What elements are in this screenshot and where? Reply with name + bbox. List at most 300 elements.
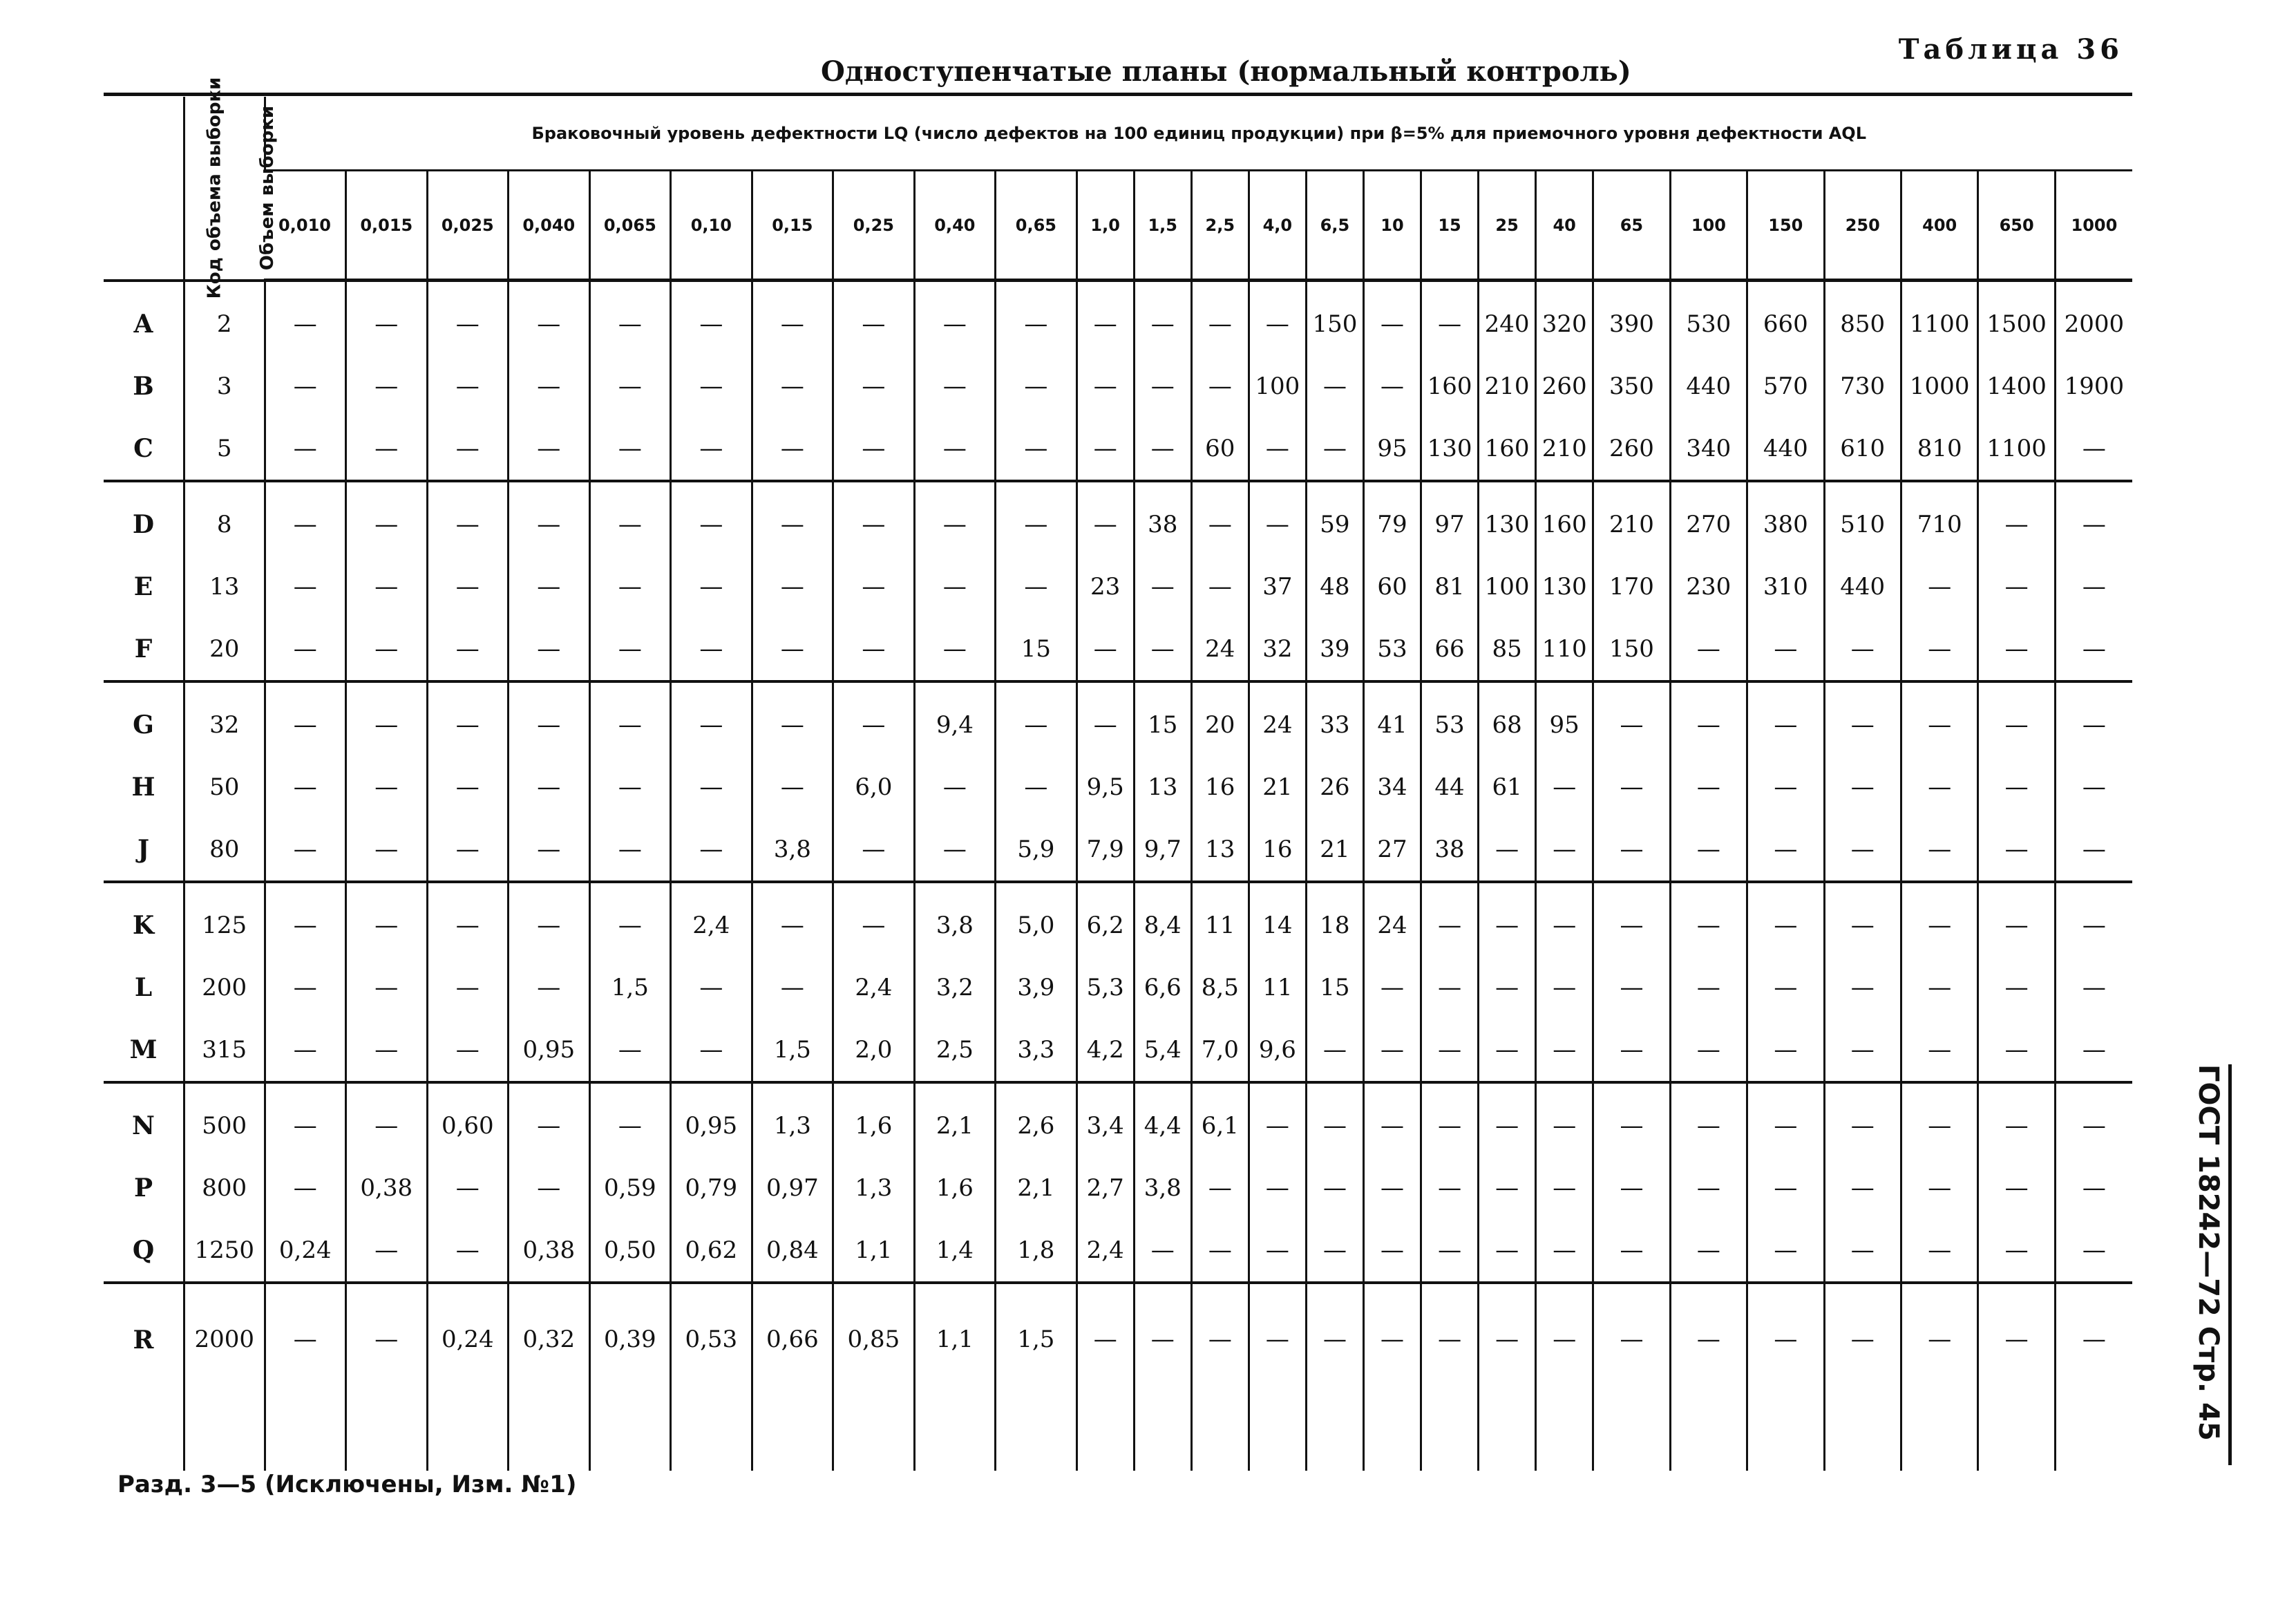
lq-value-cell: — <box>1134 355 1191 417</box>
lq-value-cell: — <box>1536 882 1593 957</box>
sample-size-cell: 125 <box>184 882 265 957</box>
sample-code-cell: N <box>104 1082 184 1157</box>
lq-value-cell: — <box>1901 618 1977 681</box>
sample-size-cell: 3 <box>184 355 265 417</box>
header-aql-level: 0,040 <box>509 171 590 281</box>
sample-code-cell: P <box>133 1174 153 1203</box>
header-aql-level: 150 <box>1747 171 1824 281</box>
lq-value-cell: — <box>1670 1082 1747 1157</box>
lq-value-cell: 37 <box>1249 556 1306 618</box>
lq-value-cell: — <box>752 618 833 681</box>
header-aql-level: 0,65 <box>996 171 1077 281</box>
lq-value-cell: — <box>1536 1219 1593 1283</box>
lq-value-cell: — <box>589 1082 671 1157</box>
lq-value-cell: — <box>1306 417 1363 481</box>
lq-value-cell: 0,62 <box>671 1219 752 1283</box>
lq-value-cell: — <box>1134 1219 1191 1283</box>
lq-value-cell: — <box>1824 618 1901 681</box>
lq-value-cell: — <box>1670 882 1747 957</box>
table-body <box>104 281 2132 1471</box>
lq-value-cell: — <box>509 756 590 818</box>
sample-code-cell: Q <box>132 1236 155 1265</box>
lq-value-cell: — <box>346 957 428 1019</box>
sample-code-cell: B <box>133 372 154 401</box>
lq-value-cell: — <box>996 681 1077 756</box>
lq-value-cell: — <box>1421 957 1479 1019</box>
lq-value-cell: — <box>1824 1019 1901 1082</box>
lq-value-cell: 6,0 <box>833 756 915 818</box>
lq-value-cell: — <box>1824 882 1901 957</box>
lq-value-cell: 1,5 <box>589 957 671 1019</box>
lq-value-cell: — <box>1249 1219 1306 1283</box>
header-aql-level: 650 <box>1978 171 2055 281</box>
lq-value-cell: — <box>265 681 346 756</box>
lq-value-cell: 32 <box>1249 618 1306 681</box>
lq-value-cell: 6,6 <box>1134 957 1191 1019</box>
lq-value-cell: — <box>1536 1157 1593 1219</box>
lq-value-cell: — <box>671 417 752 481</box>
lq-value-cell: — <box>1978 481 2055 556</box>
lq-value-cell: 20 <box>1191 681 1249 756</box>
lq-value-cell: 2,1 <box>996 1157 1077 1219</box>
lq-value-cell: 44 <box>1421 756 1479 818</box>
lq-value-cell: — <box>1747 1082 1824 1157</box>
lq-value-cell: 210 <box>1593 481 1670 556</box>
lq-value-cell: 0,38 <box>346 1157 428 1219</box>
lq-value-cell: — <box>2055 618 2132 681</box>
header-aql-level: 250 <box>1824 171 1901 281</box>
lq-value-cell: 53 <box>1363 618 1421 681</box>
header-aql-level: 1,0 <box>1076 171 1134 281</box>
lq-value-cell: — <box>1824 818 1901 882</box>
lq-value-cell: 3,8 <box>914 882 996 957</box>
lq-value-cell: 41 <box>1363 681 1421 756</box>
lq-value-cell: — <box>1536 1082 1593 1157</box>
lq-value-cell: — <box>1363 1283 1421 1471</box>
lq-value-cell: — <box>265 818 346 882</box>
lq-value-cell: — <box>914 618 996 681</box>
lq-value-cell: 0,38 <box>509 1219 590 1283</box>
lq-value-cell: 5,0 <box>996 882 1077 957</box>
lq-value-cell: — <box>671 1019 752 1082</box>
table-row <box>104 355 2132 417</box>
lq-value-cell: — <box>833 882 915 957</box>
lq-value-cell: — <box>346 618 428 681</box>
lq-value-cell: 27 <box>1363 818 1421 882</box>
lq-value-cell: — <box>1747 681 1824 756</box>
lq-value-cell: — <box>1306 1219 1363 1283</box>
lq-value-cell: — <box>671 281 752 356</box>
header-aql-level: 100 <box>1670 171 1747 281</box>
table-row <box>104 481 2132 556</box>
lq-value-cell: 0,95 <box>509 1019 590 1082</box>
lq-value-cell: — <box>427 481 509 556</box>
lq-value-cell: — <box>1421 1082 1479 1157</box>
lq-value-cell: 15 <box>1306 957 1363 1019</box>
lq-value-cell: 1,1 <box>914 1283 996 1471</box>
lq-value-cell: — <box>833 556 915 618</box>
lq-value-cell: 1,8 <box>996 1219 1077 1283</box>
lq-value-cell: 0,32 <box>509 1283 590 1471</box>
lq-value-cell: 24 <box>1363 882 1421 957</box>
lq-value-cell: — <box>346 882 428 957</box>
lq-value-cell: 5,9 <box>996 818 1077 882</box>
header-code-col <box>104 77 225 299</box>
lq-value-cell: — <box>1670 1283 1747 1471</box>
lq-value-cell: — <box>914 355 996 417</box>
lq-value-cell: 33 <box>1306 681 1363 756</box>
lq-value-cell: 3,8 <box>752 818 833 882</box>
lq-value-cell: 0,60 <box>427 1082 509 1157</box>
lq-value-cell: 8,5 <box>1191 957 1249 1019</box>
lq-value-cell: 510 <box>1824 481 1901 556</box>
lq-value-cell: — <box>1901 882 1977 957</box>
lq-value-cell: 7,9 <box>1076 818 1134 882</box>
lq-value-cell: — <box>2055 1157 2132 1219</box>
header-aql-level: 0,25 <box>833 171 915 281</box>
lq-value-cell: — <box>1536 1019 1593 1082</box>
lq-value-cell: — <box>1421 1019 1479 1082</box>
table-row <box>104 681 2132 756</box>
lq-value-cell: 66 <box>1421 618 1479 681</box>
lq-value-cell: 9,7 <box>1134 818 1191 882</box>
header-aql-level: 1000 <box>2055 171 2132 281</box>
header-aql-level: 15 <box>1421 171 1479 281</box>
lq-value-cell: — <box>2055 957 2132 1019</box>
lq-value-cell: 0,53 <box>671 1283 752 1471</box>
lq-value-cell: — <box>1076 681 1134 756</box>
sample-size-cell: 315 <box>184 1019 265 1082</box>
header-aql-level: 0,40 <box>914 171 996 281</box>
lq-value-cell: — <box>752 681 833 756</box>
lq-value-cell: 2,5 <box>914 1019 996 1082</box>
lq-value-cell: 0,50 <box>589 1219 671 1283</box>
lq-value-cell: 4,4 <box>1134 1082 1191 1157</box>
lq-value-cell: — <box>1901 556 1977 618</box>
footer-note: Разд. 3—5 (Исключены, Изм. №1) <box>117 1471 577 1498</box>
lq-value-cell: — <box>1593 1082 1670 1157</box>
lq-value-cell: — <box>2055 1019 2132 1082</box>
lq-value-cell: — <box>1363 281 1421 356</box>
lq-value-cell: 59 <box>1306 481 1363 556</box>
lq-value-cell: 14 <box>1249 882 1306 957</box>
lq-value-cell: — <box>589 681 671 756</box>
lq-value-cell: — <box>1978 957 2055 1019</box>
lq-value-cell: 53 <box>1421 681 1479 756</box>
lq-value-cell: — <box>346 1283 428 1471</box>
header-aql-level: 10 <box>1363 171 1421 281</box>
lq-value-cell: — <box>671 355 752 417</box>
lq-value-cell: 0,79 <box>671 1157 752 1219</box>
lq-value-cell: — <box>1901 818 1977 882</box>
lq-value-cell: — <box>1076 618 1134 681</box>
lq-value-cell: — <box>265 756 346 818</box>
lq-value-cell: — <box>1134 618 1191 681</box>
lq-value-cell: 0,39 <box>589 1283 671 1471</box>
lq-value-cell: — <box>914 756 996 818</box>
lq-value-cell: — <box>671 481 752 556</box>
lq-value-cell: — <box>1901 957 1977 1019</box>
lq-value-cell: 240 <box>1479 281 1536 356</box>
lq-value-cell: 2000 <box>2055 281 2132 356</box>
header-aql-level: 4,0 <box>1249 171 1306 281</box>
lq-value-cell: 1000 <box>1901 355 1977 417</box>
lq-value-cell: — <box>265 1082 346 1157</box>
lq-value-cell: — <box>996 281 1077 356</box>
lq-value-cell: — <box>589 818 671 882</box>
lq-value-cell: — <box>265 1283 346 1471</box>
lq-value-cell: — <box>1824 681 1901 756</box>
lq-value-cell: — <box>1593 756 1670 818</box>
lq-value-cell: — <box>1593 1157 1670 1219</box>
lq-value-cell: 85 <box>1479 618 1536 681</box>
lq-value-cell: — <box>671 618 752 681</box>
lq-value-cell: 390 <box>1593 281 1670 356</box>
lq-value-cell: — <box>752 281 833 356</box>
lq-value-cell: — <box>1901 1082 1977 1157</box>
lq-value-cell: — <box>1134 556 1191 618</box>
lq-value-cell: — <box>1670 1019 1747 1082</box>
lq-value-cell: 320 <box>1536 281 1593 356</box>
lq-value-cell: — <box>1978 818 2055 882</box>
lq-value-cell: 130 <box>1536 556 1593 618</box>
lq-value-cell: 2,0 <box>833 1019 915 1082</box>
table-row <box>104 1283 2132 1471</box>
table-row <box>104 1019 2132 1082</box>
lq-value-cell: — <box>1670 818 1747 882</box>
lq-value-cell: — <box>1479 1082 1536 1157</box>
lq-value-cell: — <box>1824 756 1901 818</box>
lq-value-cell: — <box>752 556 833 618</box>
lq-value-cell: — <box>1306 1082 1363 1157</box>
lq-value-cell: — <box>346 1082 428 1157</box>
lq-value-cell: — <box>1978 882 2055 957</box>
lq-value-cell: — <box>1593 681 1670 756</box>
lq-value-cell: — <box>1076 281 1134 356</box>
lq-value-cell: — <box>752 481 833 556</box>
table-row <box>104 417 2132 481</box>
lq-value-cell: — <box>427 417 509 481</box>
lq-value-cell: — <box>833 681 915 756</box>
header-aql-level: 0,10 <box>671 171 752 281</box>
header-aql-level: 0,015 <box>346 171 428 281</box>
lq-value-cell: — <box>914 417 996 481</box>
title-rule <box>104 93 2132 96</box>
sample-size-cell: 200 <box>184 957 265 1019</box>
lq-value-cell: — <box>1421 1219 1479 1283</box>
lq-value-cell: — <box>427 1157 509 1219</box>
lq-value-cell: — <box>833 818 915 882</box>
header-row-aql <box>104 171 2132 281</box>
lq-value-cell: — <box>427 756 509 818</box>
lq-value-cell: 13 <box>1191 818 1249 882</box>
lq-value-cell: 0,66 <box>752 1283 833 1471</box>
lq-value-cell: — <box>1249 1157 1306 1219</box>
lq-value-cell: 4,2 <box>1076 1019 1134 1082</box>
lq-value-cell: — <box>265 1157 346 1219</box>
lq-value-cell: — <box>833 618 915 681</box>
lq-value-cell: 810 <box>1901 417 1977 481</box>
lq-value-cell: — <box>1978 1157 2055 1219</box>
lq-value-cell: — <box>2055 818 2132 882</box>
lq-value-cell: — <box>509 882 590 957</box>
lq-value-cell: — <box>833 417 915 481</box>
lq-value-cell: — <box>833 281 915 356</box>
lq-value-cell: 340 <box>1670 417 1747 481</box>
lq-value-cell: 97 <box>1421 481 1479 556</box>
lq-value-cell: — <box>1901 756 1977 818</box>
lq-value-cell: — <box>509 355 590 417</box>
lq-value-cell: — <box>1479 1283 1536 1471</box>
lq-value-cell: 1,6 <box>914 1157 996 1219</box>
lq-value-cell: — <box>427 556 509 618</box>
lq-value-cell: 95 <box>1363 417 1421 481</box>
lq-value-cell: — <box>1421 281 1479 356</box>
lq-value-cell: — <box>509 957 590 1019</box>
lq-value-cell: — <box>509 556 590 618</box>
lq-value-cell: 1100 <box>1901 281 1977 356</box>
header-lq-span: Браковочный уровень дефектности LQ (число дефектов на 100 единиц продукции) при β=5% для приемочного уровня дефектности AQL <box>265 97 2132 171</box>
lq-value-cell: — <box>1191 1157 1249 1219</box>
lq-value-cell: 95 <box>1536 681 1593 756</box>
sample-code-cell: G <box>104 681 184 756</box>
lq-value-cell: — <box>1306 1019 1363 1082</box>
lq-value-cell: — <box>1978 1219 2055 1283</box>
lq-value-cell: 730 <box>1824 355 1901 417</box>
lq-value-cell: — <box>1901 681 1977 756</box>
lq-value-cell: 11 <box>1249 957 1306 1019</box>
sample-code-cell: L <box>134 973 153 1002</box>
lq-value-cell: — <box>509 1157 590 1219</box>
lq-value-cell: — <box>2055 1283 2132 1471</box>
lq-value-cell: — <box>1670 756 1747 818</box>
header-aql-level: 1,5 <box>1134 171 1191 281</box>
lq-value-cell: — <box>509 281 590 356</box>
lq-value-cell: — <box>265 281 346 356</box>
lq-value-cell: — <box>1076 481 1134 556</box>
lq-value-cell: — <box>1249 281 1306 356</box>
lq-value-cell: — <box>265 618 346 681</box>
lq-value-cell: — <box>1191 281 1249 356</box>
lq-value-cell: — <box>1670 618 1747 681</box>
sample-size-cell: 20 <box>184 618 265 681</box>
lq-value-cell: — <box>1978 681 2055 756</box>
lq-value-cell: — <box>509 818 590 882</box>
lq-value-cell: — <box>1479 882 1536 957</box>
lq-value-cell: — <box>1479 957 1536 1019</box>
lq-value-cell: — <box>1076 355 1134 417</box>
sample-size-cell: 500 <box>184 1082 265 1157</box>
lq-value-cell: — <box>1479 1019 1536 1082</box>
lq-value-cell: — <box>1978 1283 2055 1471</box>
header-aql-level: 0,065 <box>589 171 671 281</box>
lq-value-cell: 68 <box>1479 681 1536 756</box>
lq-value-cell: 1,3 <box>752 1082 833 1157</box>
lq-value-cell: — <box>1593 1219 1670 1283</box>
table-row <box>104 1082 2132 1157</box>
lq-value-cell: 170 <box>1593 556 1670 618</box>
lq-value-cell: 39 <box>1306 618 1363 681</box>
lq-value-cell: 160 <box>1479 417 1536 481</box>
lq-value-cell: — <box>1249 481 1306 556</box>
lq-value-cell: — <box>265 355 346 417</box>
lq-value-cell: 15 <box>1134 681 1191 756</box>
lq-value-cell: — <box>1421 1283 1479 1471</box>
header-size-label: Объем выборки <box>257 105 278 270</box>
lq-value-cell: 1,5 <box>752 1019 833 1082</box>
lq-value-cell: — <box>996 355 1077 417</box>
lq-value-cell: 2,6 <box>996 1082 1077 1157</box>
lq-value-cell: 79 <box>1363 481 1421 556</box>
lq-value-cell: — <box>1670 681 1747 756</box>
lq-value-cell: 60 <box>1363 556 1421 618</box>
lq-value-cell: 110 <box>1536 618 1593 681</box>
lq-value-cell: — <box>1363 1219 1421 1283</box>
lq-value-cell: 3,3 <box>996 1019 1077 1082</box>
lq-value-cell: 5,3 <box>1076 957 1134 1019</box>
lq-value-cell: — <box>346 756 428 818</box>
lq-value-cell: — <box>346 681 428 756</box>
lq-value-cell: 660 <box>1747 281 1824 356</box>
lq-value-cell: — <box>1249 1082 1306 1157</box>
sample-code-cell: C <box>133 434 153 463</box>
lq-value-cell: — <box>1191 355 1249 417</box>
lq-value-cell: — <box>1824 1157 1901 1219</box>
lq-value-cell: — <box>1747 618 1824 681</box>
lq-value-cell: — <box>1479 818 1536 882</box>
lq-value-cell: — <box>2055 1219 2132 1283</box>
lq-value-cell: 150 <box>1593 618 1670 681</box>
lq-value-cell: 530 <box>1670 281 1747 356</box>
sample-code-cell: H <box>131 773 155 802</box>
lq-value-cell: 0,95 <box>671 1082 752 1157</box>
lq-value-cell: — <box>1901 1283 1977 1471</box>
lq-value-cell: — <box>914 481 996 556</box>
lq-value-cell: 440 <box>1824 556 1901 618</box>
lq-value-cell: 100 <box>1249 355 1306 417</box>
lq-value-cell: — <box>1134 1283 1191 1471</box>
lq-value-cell: — <box>1363 957 1421 1019</box>
lq-value-cell: — <box>996 481 1077 556</box>
lq-value-cell: — <box>1306 355 1363 417</box>
lq-value-cell: — <box>427 1219 509 1283</box>
lq-value-cell: 6,2 <box>1076 882 1134 957</box>
table-row <box>104 818 2132 882</box>
lq-value-cell: — <box>1306 1157 1363 1219</box>
lq-value-cell: 2,4 <box>1076 1219 1134 1283</box>
lq-value-cell: — <box>1670 1157 1747 1219</box>
lq-value-cell: 48 <box>1306 556 1363 618</box>
table-row <box>104 556 2132 618</box>
sample-code-cell: R <box>104 1283 184 1471</box>
lq-value-cell: — <box>1747 1219 1824 1283</box>
lq-value-cell: 7,0 <box>1191 1019 1249 1082</box>
lq-value-cell: 24 <box>1191 618 1249 681</box>
lq-value-cell: 6,1 <box>1191 1082 1249 1157</box>
lq-value-cell: 1,5 <box>996 1283 1077 1471</box>
lq-value-cell: 1500 <box>1978 281 2055 356</box>
lq-value-cell: — <box>509 681 590 756</box>
lq-value-cell: — <box>1978 618 2055 681</box>
lq-value-cell: — <box>752 355 833 417</box>
lq-value-cell: — <box>265 481 346 556</box>
lq-value-cell: — <box>427 1019 509 1082</box>
lq-value-cell: — <box>509 481 590 556</box>
lq-value-cell: — <box>509 417 590 481</box>
lq-value-cell: — <box>265 417 346 481</box>
lq-value-cell: 0,84 <box>752 1219 833 1283</box>
lq-value-cell: — <box>346 556 428 618</box>
